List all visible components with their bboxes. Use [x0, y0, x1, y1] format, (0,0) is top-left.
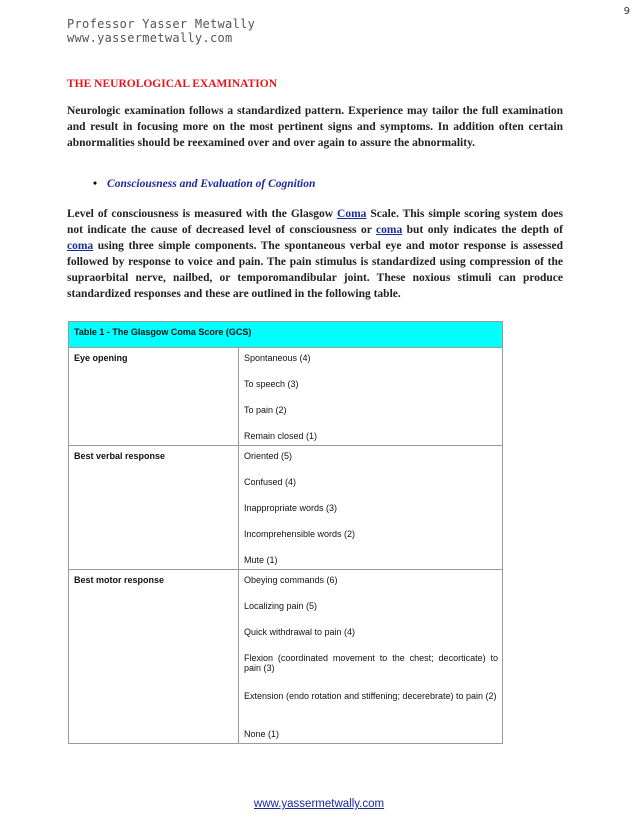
- row-category: Best verbal response: [69, 446, 239, 570]
- intro-paragraph: Neurologic examination follows a standardized pattern. Experience may tailor the full examination and result in focusing more on the most pertinent signs and symptoms. In addition often certain abnormalities should be reexamined over and over again to assure the abnormality.: [67, 105, 563, 149]
- response-item: Oriented (5): [244, 451, 293, 461]
- footer-website-link[interactable]: www.yassermetwally.com: [253, 798, 385, 810]
- response-item: Inappropriate words (3): [244, 503, 338, 513]
- page-footer: [0, 798, 638, 810]
- response-item: Mute (1): [244, 555, 278, 565]
- response-item: Localizing pain (5): [244, 601, 318, 611]
- row-category: Eye opening: [69, 348, 239, 446]
- row-category: Best motor response: [69, 570, 239, 744]
- bullet-dot-icon: •: [93, 178, 98, 190]
- response-item: To speech (3): [244, 379, 299, 389]
- table-row: [69, 446, 503, 570]
- coma-link[interactable]: coma: [376, 224, 403, 236]
- row-responses: [239, 348, 503, 446]
- author-name: Professor Yasser Metwally: [67, 17, 256, 31]
- row-responses: [239, 570, 503, 744]
- coma-link[interactable]: coma: [67, 240, 94, 252]
- para-text: but only indicates the depth of: [402, 224, 564, 236]
- response-item: None (1): [244, 729, 280, 739]
- response-item: Quick withdrawal to pain (4): [244, 627, 356, 637]
- table-caption: Table 1 - The Glasgow Coma Score (GCS): [69, 322, 503, 348]
- table-row: [69, 570, 503, 744]
- response-item: Confused (4): [244, 477, 297, 487]
- bullet-item: [93, 178, 315, 190]
- row-responses: [239, 446, 503, 570]
- response-item: Remain closed (1): [244, 431, 318, 441]
- page-header: [67, 17, 255, 45]
- response-item: To pain (2): [244, 405, 287, 415]
- gcs-table: [68, 321, 503, 744]
- response-item: Incomprehensible words (2): [244, 529, 356, 539]
- page-number: 9: [623, 6, 630, 17]
- author-website: www.yassermetwally.com: [67, 31, 233, 45]
- gcs-paragraph: [67, 206, 563, 302]
- para-text: using three simple components. The spontaneous verbal eye and motor response is assessed followed by response to voice and pain. The pain stimulus is standardized using compression of the supraorbital nerve, nailbed, or temporomandibular joint. These noxious stimuli can produce standardized responses and these are outlined in the following table.: [67, 240, 563, 300]
- table-row: [69, 348, 503, 446]
- response-item: Spontaneous (4): [244, 353, 311, 363]
- response-item: Extension (endo rotation and stiffening; decerebrate) to pain (2): [244, 691, 497, 701]
- response-item: Obeying commands (6): [244, 575, 338, 585]
- para-text: Level of consciousness is measured with the Glasgow: [67, 208, 338, 220]
- response-item: Flexion (coordinated movement to the chest; decorticate) to pain (3): [244, 653, 498, 673]
- table-caption-row: [69, 322, 503, 348]
- coma-link[interactable]: Coma: [337, 208, 367, 220]
- para-text: Scale. This simple scoring system does not indicate the cause of decreased level of consciousness or: [67, 208, 563, 236]
- section-title: THE NEUROLOGICAL EXAMINATION: [67, 78, 278, 90]
- bullet-text: Consciousness and Evaluation of Cognition: [107, 178, 316, 190]
